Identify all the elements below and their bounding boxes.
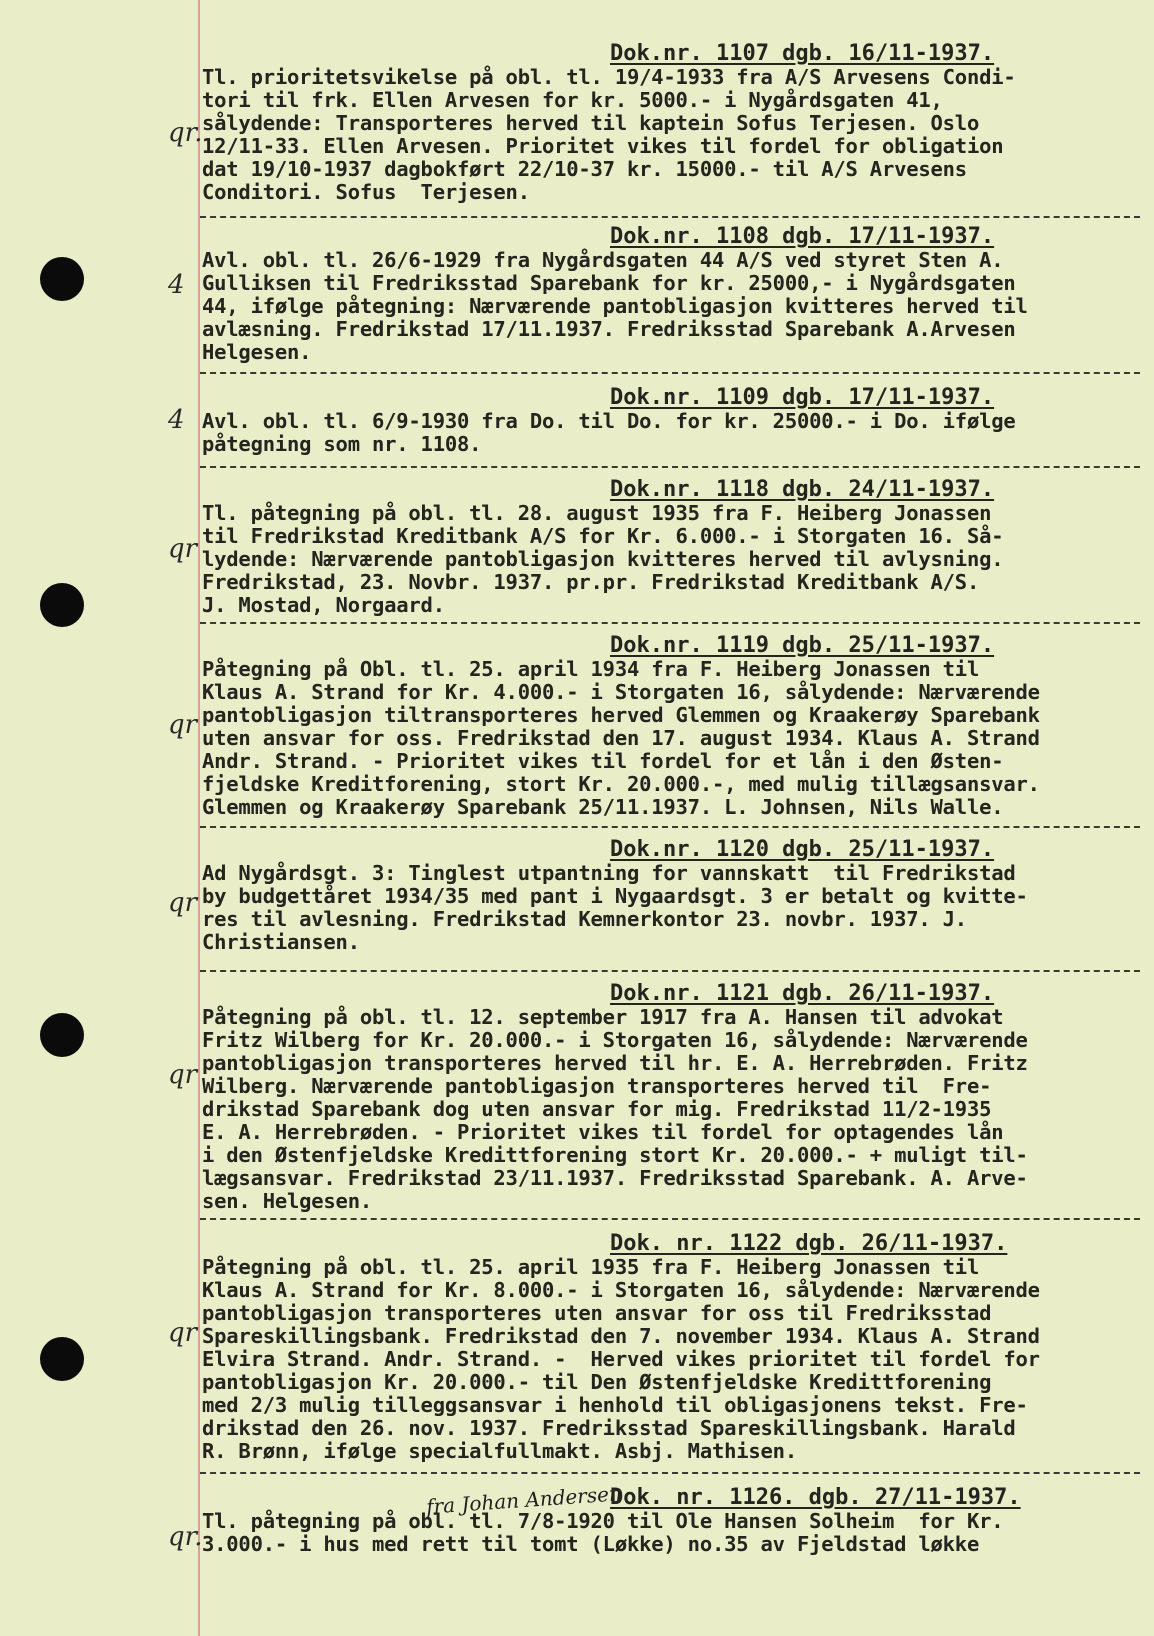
margin-mark: qr [168, 1318, 198, 1348]
margin-mark: 4 [168, 405, 185, 435]
entry-heading: Dok.nr. 1119 dgb. 25/11-1937. [610, 633, 995, 658]
punch-hole-1 [40, 257, 84, 301]
entry-text: Påtegning på obl. tl. 12. september 1917 fra A. Hansen til advokat Fritz Wilberg for Kr. 20.000.- i Storgaten 16, sålydende: Nærværende pantobligasjon transporteres herved til hr. E. A. Herrebrøden. Fritz Wilberg. Nærværende pantobligasjon transporteres herved til Fre- drikstad Sparebank dog uten ansvar for mig. Fredrikstad 11/2-1935 E. A. Herrebrøden. - Prioritet vikes til fordel for optagendes lån i den Østenfjeldske Kredittforening stort Kr. 20.000.- + muligt til- lægsansvar. Fredrikstad 23/11.1937. Fredriksstad Sparebank. A. Arve- sen. Helgesen. [202, 1005, 1028, 1213]
entry-1122 [202, 1232, 1138, 1463]
entry-text: Ad Nygårdsgt. 3: Tinglest utpantning for vannskatt til Fredrikstad by budgettåret 1934/35 med pant i Nygaardsgt. 3 er betalt og kvitte- res til avlesning. Fredrikstad Kemnerkontor 23. novbr. 1937. J. Christiansen. [202, 861, 1028, 954]
punch-hole-2 [40, 583, 84, 627]
entry-1118 [202, 478, 1138, 617]
divider [200, 466, 1140, 468]
divider [200, 970, 1140, 972]
entry-1126 [202, 1486, 1138, 1556]
entry-text: Påtegning på Obl. tl. 25. april 1934 fra F. Heiberg Jonassen til Klaus A. Strand for Kr. 4.000.- i Storgaten 16, sålydende: Nærværende pantobligasjon tiltransporteres herved Glemmen og Kraakerøy Sparebank uten ansvar for oss. Fredrikstad den 17. august 1934. Klaus A. Strand Andr. Strand. - Prioritet vikes til fordel for et lån i den Østen- fjeldske Kreditforening, stort Kr. 20.000.-, med mulig tillægsansvar. Glemmen og Kraakerøy Sparebank 25/11.1937. L. Johnsen, Nils Walle. [202, 657, 1040, 819]
entry-text: Påtegning på obl. tl. 25. april 1935 fra F. Heiberg Jonassen til Klaus A. Strand for Kr. 8.000.- i Storgaten 16, sålydende: Nærværende pantobligasjon transporteres uten ansvar for oss til Fredriksstad Spareskillingsbank. Fredrikstad den 7. november 1934. Klaus A. Strand Elvira Strand. Andr. Strand. - Herved vikes prioritet til fordel for pantobligasjon Kr. 20.000.- til Den Østenfjeldske Kredittforening med 2/3 mulig tilleggsansvar i henhold til obligasjonens tekst. Fre- drikstad den 26. nov. 1937. Fredriksstad Spareskillingsbank. Harald R. Brønn, ifølge specialfullmakt. Asbj. Mathisen. [202, 1255, 1040, 1463]
entry-1109 [202, 386, 1138, 456]
entry-1119 [202, 634, 1138, 819]
punch-hole-4 [40, 1337, 84, 1381]
entry-heading: Dok.nr. 1120 dgb. 25/11-1937. [610, 837, 995, 862]
margin-mark: qr [168, 710, 198, 740]
margin-mark: qr. [168, 1522, 203, 1552]
divider [200, 622, 1140, 624]
entry-text: Avl. obl. tl. 6/9-1930 fra Do. til Do. for kr. 25000.- i Do. ifølge påtegning som nr. 1108. [202, 409, 1016, 456]
punch-hole-3 [40, 1013, 84, 1057]
entry-1121 [202, 982, 1138, 1213]
entry-heading: Dok. nr. 1126. dgb. 27/11-1937. [610, 1485, 1021, 1510]
entry-text: Tl. påtegning på obl. tl. 7/8-1920 til Ole Hansen Solheim for Kr. 3.000.- i hus med rett til tomt (Løkke) no.35 av Fjeldstad løkke [202, 1509, 1004, 1556]
entry-1108 [202, 225, 1138, 364]
margin-line [198, 0, 200, 1636]
margin-mark: 4 [168, 270, 185, 300]
entry-1120 [202, 838, 1138, 954]
margin-mark: qr. [168, 118, 203, 148]
entry-1107 [202, 42, 1138, 204]
handwritten-note: fra Johan Andersen [425, 1481, 623, 1519]
entry-heading: Dok.nr. 1121 dgb. 26/11-1937. [610, 981, 995, 1006]
entry-text: Tl. prioritetsvikelse på obl. tl. 19/4-1933 fra A/S Arvesens Condi- tori til frk. Ellen Arvesen for kr. 5000.- i Nygårdsgaten 41, sålydende: Transporteres herved til kaptein Sofus Terjesen. Oslo 12/11-33. Ellen Arvesen. Prioritet vikes til fordel for obligation dat 19/10-1937 dagbokført 22/10-37 kr. 15000.- til A/S Arvesens Conditori. Sofus Terjesen. [202, 65, 1016, 204]
divider [200, 372, 1140, 374]
entry-heading: Dok.nr. 1107 dgb. 16/11-1937. [610, 41, 995, 66]
margin-mark: qr [168, 888, 198, 918]
divider [200, 216, 1140, 218]
entry-heading: Dok.nr. 1108 dgb. 17/11-1937. [610, 224, 995, 249]
divider [200, 1218, 1140, 1220]
margin-mark: qr [168, 534, 198, 564]
entry-heading: Dok. nr. 1122 dgb. 26/11-1937. [610, 1231, 1008, 1256]
margin-mark: qr [168, 1060, 198, 1090]
divider [200, 826, 1140, 828]
entry-text: Avl. obl. tl. 26/6-1929 fra Nygårdsgaten 44 A/S ved styret Sten A. Gulliksen til Fredriksstad Sparebank for kr. 25000,- i Nygårdsgaten 44, ifølge påtegning: Nærværende pantobligasjon kvitteres herved til avlæsning. Fredrikstad 17/11.1937. Fredriksstad Sparebank A.Arvesen Helgesen. [202, 248, 1028, 364]
entry-text: Tl. påtegning på obl. tl. 28. august 1935 fra F. Heiberg Jonassen til Fredrikstad Kreditbank A/S for Kr. 6.000.- i Storgaten 16. Så- lydende: Nærværende pantobligasjon kvitteres herved til avlysning. Fredrikstad, 23. Novbr. 1937. pr.pr. Fredrikstad Kreditbank A/S. J. Mostad, Norgaard. [202, 501, 1004, 617]
entry-heading: Dok.nr. 1118 dgb. 24/11-1937. [610, 477, 995, 502]
entry-heading: Dok.nr. 1109 dgb. 17/11-1937. [610, 385, 995, 410]
divider [200, 1472, 1140, 1474]
